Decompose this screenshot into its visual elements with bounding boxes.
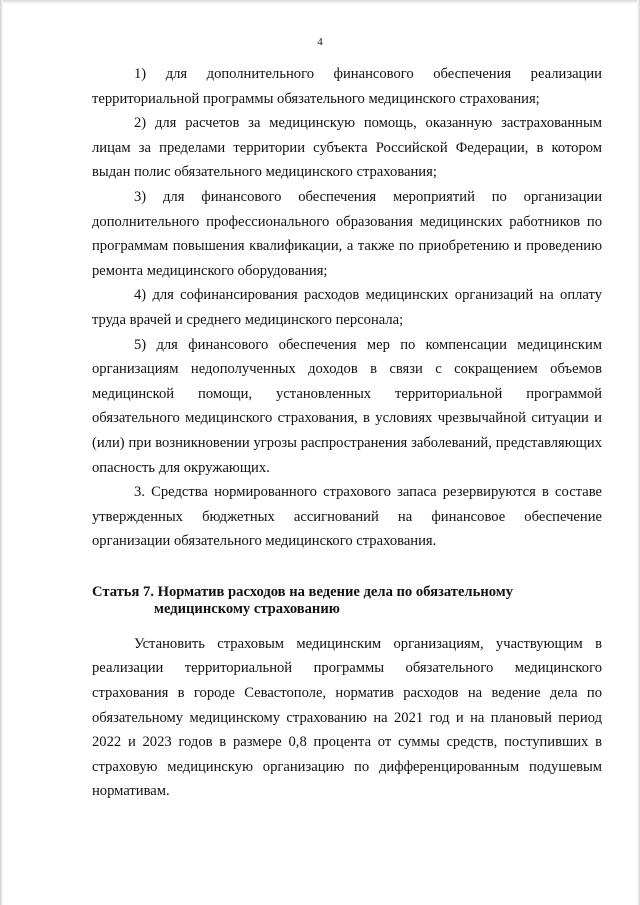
- scan-edge-top: [0, 0, 640, 4]
- article-7-heading: [92, 584, 602, 619]
- article-7-heading-line2: медицинскому страхованию: [154, 601, 340, 618]
- list-item-5: 5) для финансового обеспечения мер по компенсации медицинским организациям недополученных доходов в связи с сокращением объемов медицинской помощи, установленных территориальной программой обязательного медицинского страхования, в условиях чрезвычайной ситуации и (или) при возникновении угрозы распространения заболеваний, представляющих опасность для окружающих.: [92, 336, 602, 476]
- document-body: [92, 62, 602, 804]
- clause-3-paragraph: 3. Средства нормированного страхового запаса резервируются в составе утвержденных бюджетных ассигнований на финансовое обеспечение организации обязательного медицинского страхования.: [92, 484, 602, 550]
- article-7-body: Установить страховым медицинским организациям, участвующим в реализации территориальной программы обязательного медицинского страхования в городе Севастополе, норматив расходов на ведение дела по обязательному медицинскому страхованию на 2021 год и на плановый период 2022 и 2023 годов в размере 0,8 процента от суммы средств, поступивших в страховую медицинскую организацию по дифференцированным подушевым нормативам.: [92, 635, 602, 800]
- list-item-4: 4) для софинансирования расходов медицинских организаций на оплату труда врачей и среднего медицинского персонала;: [92, 287, 602, 328]
- scan-edge-left: [0, 0, 3, 905]
- page-number: 4: [317, 36, 323, 48]
- list-item-3: 3) для финансового обеспечения мероприятий по организации дополнительного профессионального образования медицинских работников по программам повышения квалификации, а также по приобретению и проведению ремонта медицинского оборудования;: [92, 188, 602, 279]
- list-item-2: 2) для расчетов за медицинскую помощь, оказанную застрахованным лицам за пределами территории субъекта Российской Федерации, в котором выдан полис обязательного медицинского страхования;: [92, 115, 602, 181]
- list-item-1: 1) для дополнительного финансового обеспечения реализации территориальной программы обязательного медицинского страхования;: [92, 66, 602, 107]
- article-7-heading-line1: Статья 7. Норматив расходов на ведение дела по обязательному: [92, 583, 514, 600]
